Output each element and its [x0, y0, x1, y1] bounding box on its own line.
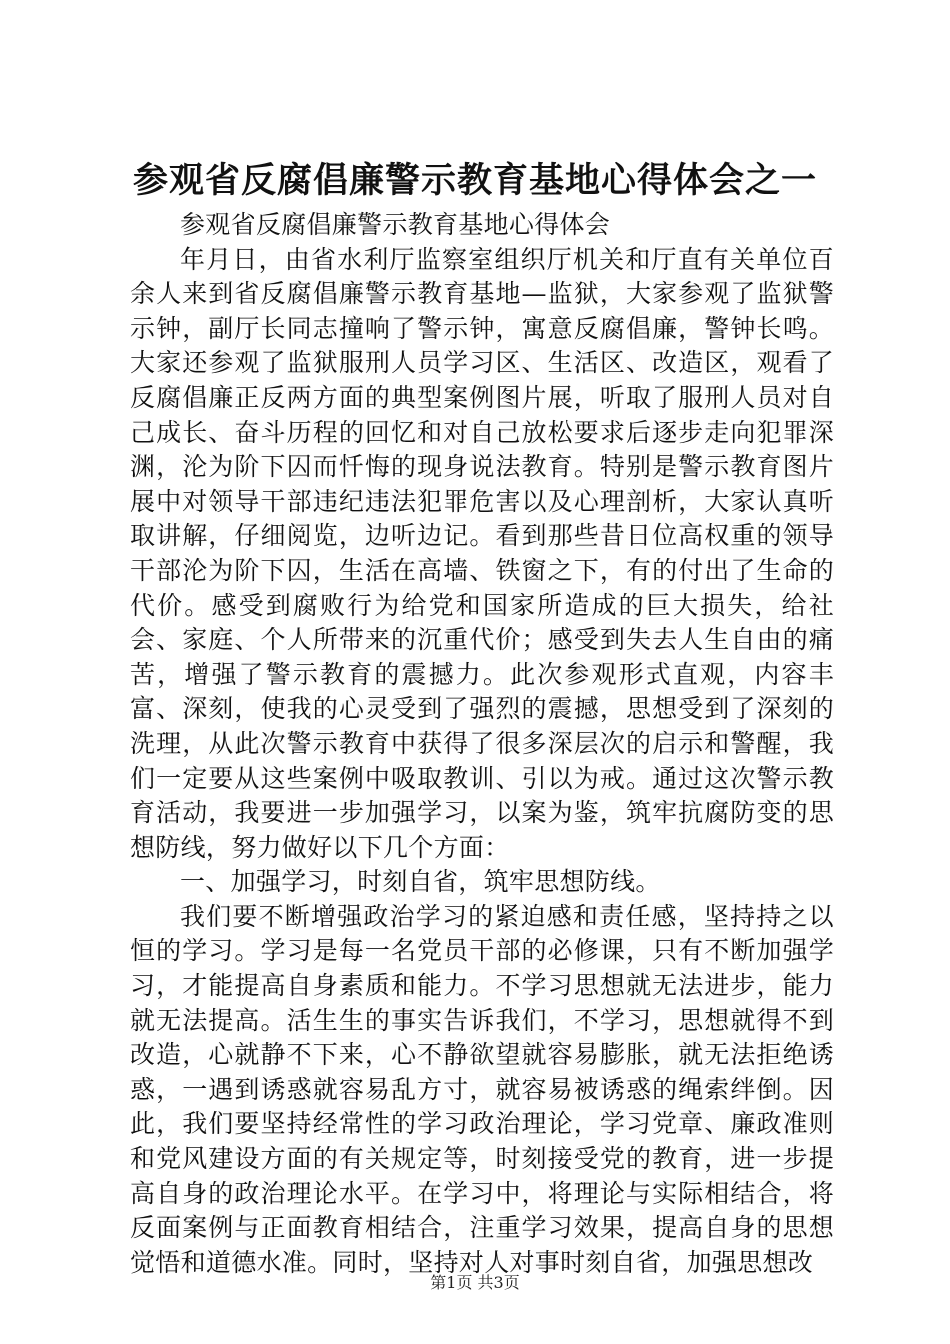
document-title: 参观省反腐倡廉警示教育基地心得体会之一: [132, 160, 817, 201]
subtitle-paragraph: 参观省反腐倡廉警示教育基地心得体会: [180, 210, 611, 239]
document-body: [130, 208, 834, 1280]
body-paragraph: 年月日，由省水利厅监察室组织厅机关和厅直有关单位百余人来到省反腐倡廉警示教育基地—监狱，大家参观了监狱警示钟，副厅长同志撞响了警示钟，寓意反腐倡廉，警钟长鸣。大家还参观了监狱服刑人员学习区、生活区、改造区，观看了反腐倡廉正反两方面的典型案例图片展，听取了服刑人员对自己成长、奋斗历程的回忆和对自己放松要求后逐步走向犯罪深渊，沦为阶下囚而忏悔的现身说法教育。特别是警示教育图片展中对领导干部违纪违法犯罪危害以及心理剖析，大家认真听取讲解，仔细阅览，边听边记。看到那些昔日位高权重的领导干部沦为阶下囚，生活在高墙、铁窗之下，有的付出了生命的代价。感受到腐败行为给党和国家所造成的巨大损失，给社会、家庭、个人所带来的沉重代价；感受到失去人生自由的痛苦，增强了警示教育的震撼力。此次参观形式直观，内容丰富、深刻，使我的心灵受到了强烈的震撼，思想受到了深刻的洗理，从此次警示教育中获得了很多深层次的启示和警醒，我们一定要从这些案例中吸取教训、引以为戒。通过这次警示教育活动，我要进一步加强学习，以案为鉴，筑牢抗腐防变的思想防线，努力做好以下几个方面：: [130, 244, 834, 862]
page-number-footer: 第1页 共3页: [430, 1273, 520, 1292]
section-heading: 一、加强学习，时刻自省，筑牢思想防线。: [180, 867, 661, 897]
body-paragraph: 我们要不断增强政治学习的紧迫感和责任感，坚持持之以恒的学习。学习是每一名党员干部的必修课，只有不断加强学习，才能提高自身素质和能力。不学习思想就无法进步，能力就无法提高。活生生的事实告诉我们，不学习，思想就得不到改造，心就静不下来，心不静欲望就容易膨胀，就无法拒绝诱惑，一遇到诱惑就容易乱方寸，就容易被诱惑的绳索绊倒。因此，我们要坚持经常性的学习政治理论，学习党章、廉政准则和党风建设方面的有关规定等，时刻接受党的教育，进一步提高自身的政治理论水平。在学习中，将理论与实际相结合，将反面案例与正面教育相结合，注重学习效果，提高自身的思想觉悟和道德水准。同时，坚持对人对事时刻自省，加强思想改: [130, 901, 834, 1277]
